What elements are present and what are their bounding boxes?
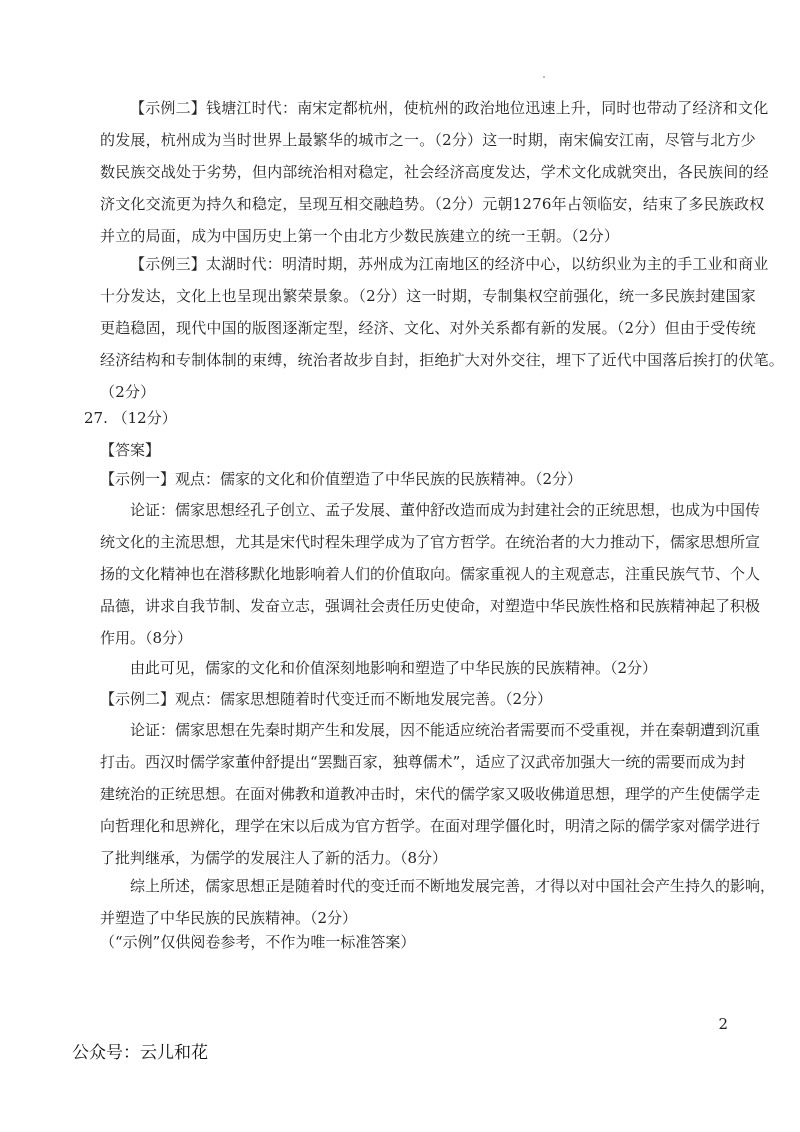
- paragraph-line: 了批判继承，为儒学的发展注人了新的活力。（8分）: [100, 849, 448, 867]
- paragraph-line: 扬的文化精神也在潜移默化地影响着人们的价值取向。儒家重视人的主观意志，注重民族气节、个人: [100, 565, 761, 583]
- scan-speck: [543, 76, 545, 78]
- example-1-argument: [100, 494, 761, 654]
- paragraph-line: 济文化交流更为持久和稳定，呈现互相交融趋势。（2分）元朝1276年占领临安，结束了多民族政权: [100, 195, 765, 213]
- paragraph-line: 品德，讲求自我节制、发奋立志，强调社会责任历史使命，对塑造中华民族性格和民族精神起了积极: [100, 597, 761, 615]
- paragraph-line: （2分）: [100, 383, 156, 401]
- example-2-qiantang-paragraph: [100, 92, 769, 252]
- paragraph-line: 统文化的主流思想，尤其是宋代时程朱理学成为了官方哲学。在统治者的大力推动下，儒家思想所宣: [100, 533, 761, 551]
- paragraph-line: 综上所述，儒家思想正是随着时代的变迁而不断地发展完善，才得以对中国社会产生持久的影响，: [130, 877, 776, 895]
- paragraph-line: 向哲理化和思辨化，理学在宋以后成为官方哲学。在面对理学僵化时，明清之际的儒学家对儒学进行: [100, 817, 761, 835]
- paragraph-line: 论证：儒家思想在先秦时期产生和发展，因不能适应统治者需要而不受重视，并在秦朝遭到沉重: [130, 721, 761, 739]
- example-3-taihu-paragraph: [100, 248, 785, 408]
- example-2-viewpoint: 【示例二】观点：儒家思想随着时代变迁而不断地发展完善。（2分）: [100, 690, 553, 708]
- paragraph-line: 【示例三】太湖时代：明清时期，苏州成为江南地区的经济中心，以纺织业为主的手工业和商业: [130, 255, 769, 273]
- example-2-argument: [100, 714, 761, 874]
- page-number: 2: [718, 1015, 728, 1033]
- paragraph-line: 打击。西汉时儒学家董仲舒提出“罢黜百家，独尊儒术”，适应了汉武帝加强大一统的需要而成为封: [100, 753, 746, 771]
- grading-note: （“示例”仅供阅卷参考，不作为唯一标准答案）: [100, 933, 416, 951]
- answer-label: 【答案】: [100, 441, 161, 459]
- paragraph-line: 【示例二】钱塘江时代：南宋定都杭州，使杭州的政治地位迅速上升，同时也带动了经济和文化: [130, 99, 769, 117]
- example-1-conclusion: 由此可见，儒家的文化和价值深刻地影响和塑造了中华民族的民族精神。（2分）: [130, 659, 658, 677]
- question-27-header: 27. （12分）: [84, 409, 177, 427]
- paragraph-line: 的发展，杭州成为当时世界上最繁华的城市之一。（2分）这一时期，南宋偏安江南，尽管与北方少: [100, 131, 756, 149]
- paragraph-line: 并立的局面，成为中国历史上第一个由北方少数民族建立的统一王朝。（2分）: [100, 227, 620, 245]
- paragraph-line: 经济结构和专制体制的束缚，统治者故步自封，拒绝扩大对外交往，埋下了近代中国落后挨打的伏笔。: [100, 351, 785, 369]
- example-1-viewpoint: 【示例一】观点：儒家的文化和价值塑造了中华民族的民族精神。（2分）: [100, 470, 583, 488]
- paragraph-line: 数民族交战处于劣势，但内部统治相对稳定，社会经济高度发达，学术文化成就突出，各民族间的经: [100, 163, 769, 181]
- example-2-conclusion: [100, 870, 776, 934]
- paragraph-line: 更趋稳固，现代中国的版图逐渐定型，经济、文化、对外关系都有新的发展。（2分）但由于受传统: [100, 319, 756, 337]
- paragraph-line: 十分发达，文化上也呈现出繁荣景象。（2分）这一时期，专制集权空前强化，统一多民族封建国家: [100, 287, 756, 305]
- paragraph-line: 建统治的正统思想。在面对佛教和道教冲击时，宋代的儒学家又吸收佛道思想，理学的产生使儒学走: [100, 785, 761, 803]
- paragraph-line: 作用。（8分）: [100, 629, 193, 647]
- paragraph-line: 论证：儒家思想经孔子创立、孟子发展、董仲舒改造而成为封建社会的正统思想，也成为中国传: [130, 501, 761, 519]
- footer-watermark-text: 公众号：云儿和花: [72, 1043, 208, 1063]
- paragraph-line: 并塑造了中华民族的民族精神。（2分）: [100, 909, 358, 927]
